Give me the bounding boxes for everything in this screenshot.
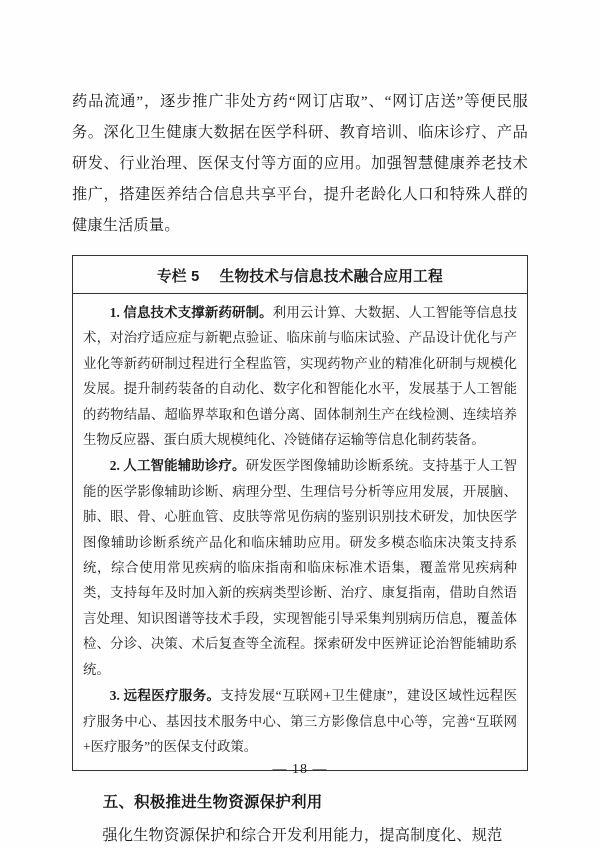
callout-item-lead: 信息技术支撑新药研制。 <box>123 305 273 320</box>
callout-item-index: 1. <box>109 305 120 320</box>
callout-item-lead: 远程医疗服务。 <box>123 688 221 704</box>
top-paragraph: 药品流通”，逐步推广非处方药“网订店取”、“网订店送”等便民服务。深化卫生健康大数据在医学科研、教育培训、临床诊疗、产品研发、行业治理、医保支付等方面的应用。加强智慧健康养老技术推广，搭建医养结合信息共享平台，提升老龄化人口和特殊人群的健康生活质量。 <box>72 93 528 234</box>
callout-box <box>72 255 528 771</box>
callout-box-label: 专栏 5 <box>157 269 200 285</box>
callout-box-divider <box>73 293 527 294</box>
callout-box-heading: 生物技术与信息技术融合应用工程 <box>219 269 443 285</box>
callout-item <box>83 300 517 452</box>
page-content <box>72 86 528 851</box>
callout-item-text: 支持发展“互联网+卫生健康”，建设区域性远程医疗服务中心、基因技术服务中心、第三方影像信息中心等，完善“互联网+医疗服务”的医保支付政策。 <box>83 688 518 754</box>
callout-item-text: 研发医学图像辅助诊断系统。支持基于人工智能的医学影像辅助诊断、病理分型、生理信号分析等应用发展，开展脑、肺、眼、骨、心脏血管、皮肤等常见伤病的鉴别识别技术研发，加快医学图像辅助诊断系统产品化和临床辅助应用。研发多模态临床决策支持系统，综合使用常见疾病的临床指南和临床标准术语集，覆盖常见疾病种类，支持每年及时加入新的疾病类型诊断、治疗、康复指南，借助自然语言处理、知识图谱等技术手段，实现智能引导采集判别病历信息，覆盖体检、分诊、决策、术后复查等全流程。探索研发中医辨证论治智能辅助系统。 <box>83 458 518 677</box>
callout-item <box>83 683 517 759</box>
bottom-paragraph: 强化生物资源保护和综合开发利用能力，提高制度化、规范 <box>102 827 503 845</box>
callout-item-text: 利用云计算、大数据、人工智能等信息技术，对治疗适应症与新靶点验证、临床前与临床试验、产品设计优化与产业化等新药研制过程进行全程监管，实现药物产业的精准化研制与规模化发展。提升制药装备的自动化、数字化和智能化水平，发展基于人工智能的药物结晶、超临界萃取和色谱分离、固体制剂生产在线检测、连续培养生物反应器、蛋白质大规模纯化、冷链储存运输等信息化制药装备。 <box>83 305 518 448</box>
callout-box-title <box>83 264 517 290</box>
callout-item-index: 2. <box>109 458 120 474</box>
callout-item-index: 3. <box>109 688 120 704</box>
section-heading: 五、积极推进生物资源保护利用 <box>102 794 323 812</box>
callout-item <box>83 453 517 682</box>
callout-item-lead: 人工智能辅助诊疗。 <box>123 458 246 474</box>
page-number: — 18 — <box>272 762 328 777</box>
